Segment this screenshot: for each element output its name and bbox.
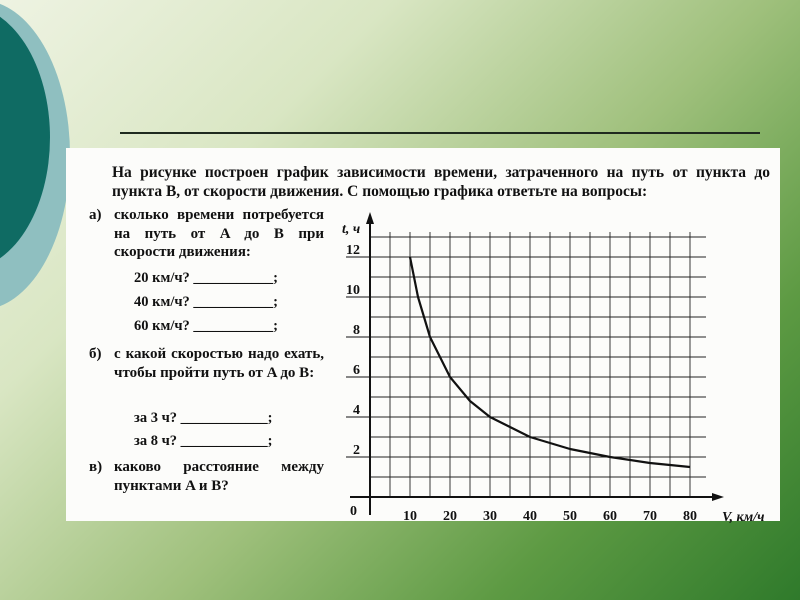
question-b-label: б) (89, 346, 102, 362)
x-tick-label: 80 (683, 509, 697, 524)
y-tick-label: 6 (353, 363, 360, 378)
y-tick-label: 2 (353, 443, 360, 458)
origin-label: 0 (350, 504, 357, 519)
x-tick-label: 40 (523, 509, 537, 524)
y-tick-label: 4 (353, 403, 360, 418)
x-tick-label: 70 (643, 509, 657, 524)
question-b-item-2: за 8 ч? ____________; (134, 433, 273, 449)
question-a-text: сколько времени потребуется на путь от A до B при скорости движения: (114, 207, 324, 260)
x-tick-label: 30 (483, 509, 497, 524)
y-tick-label: 8 (353, 323, 360, 338)
y-tick-label: 10 (346, 283, 360, 298)
question-a-label: а) (89, 207, 102, 223)
x-tick-label: 60 (603, 509, 617, 524)
x-axis-label: V, км/ч (722, 510, 765, 525)
question-c-label: в) (89, 459, 103, 475)
y-tick-label: 12 (346, 243, 360, 258)
y-axis-arrow (366, 212, 374, 224)
x-tick-label: 20 (443, 509, 457, 524)
chart-grid (370, 232, 706, 497)
problem-statement: На рисунке построен график зависимости времени, затраченного на путь от пункта до пункта B, от скорости движения. С помощью графика ответьте на вопросы: (112, 164, 770, 200)
x-tick-label: 10 (403, 509, 417, 524)
question-c-text: каково расстояние между пунктами A и B? (114, 459, 324, 494)
question-a-item-1: 20 км/ч? ___________; (134, 270, 279, 286)
chart-axes (350, 212, 724, 515)
x-tick-label: 50 (563, 509, 577, 524)
x-axis-arrow (712, 493, 724, 501)
chart-tick-labels (346, 243, 697, 524)
question-b-item-1: за 3 ч? ____________; (134, 410, 273, 426)
question-a-item-3: 60 км/ч? ___________; (134, 318, 279, 334)
question-b-text: с какой скоростью надо ехать, чтобы пройти путь от A до B: (114, 346, 324, 381)
y-axis-label: t, ч (342, 222, 361, 237)
question-a-item-2: 40 км/ч? ___________; (134, 294, 279, 310)
